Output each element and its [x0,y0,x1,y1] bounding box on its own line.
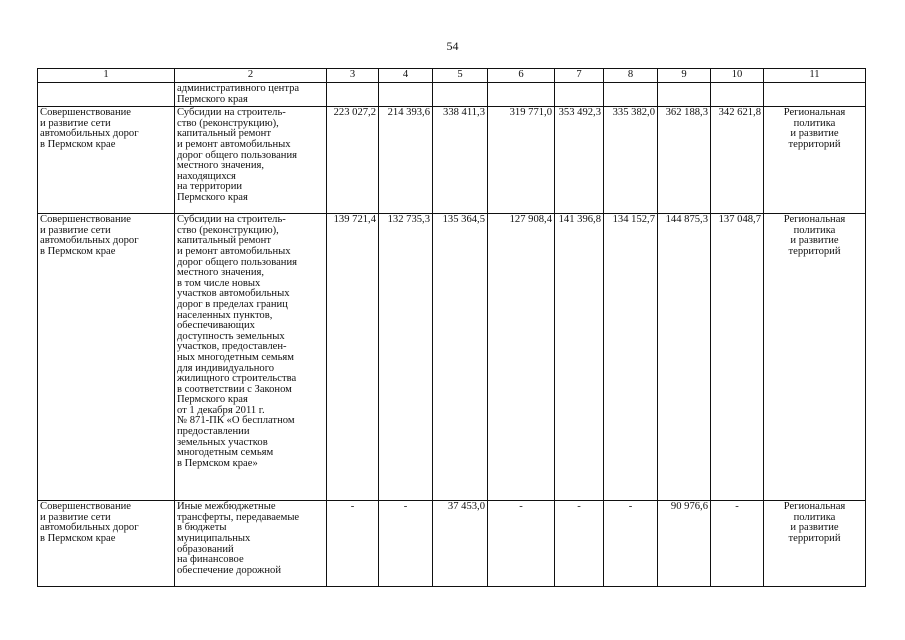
value-cell: 335 382,0 [604,107,658,214]
value-cell: 139 721,4 [327,214,379,501]
value-cell [658,83,711,107]
page-number: 54 [446,39,459,53]
value-cell: 37 453,0 [433,501,488,587]
value-cell: - [555,501,604,587]
value-cell: 141 396,8 [555,214,604,501]
column-header: 10 [711,69,764,83]
value-cell: - [488,501,555,587]
description-cell: административного центра Пермского края [175,83,327,107]
value-cell [433,83,488,107]
column-header: 1 [38,69,175,83]
value-cell: 214 393,6 [379,107,433,214]
value-cell: 223 027,2 [327,107,379,214]
program-cell: Совершенствование и развитие сети автомобильных дорог в Пермском крае [38,501,175,587]
description-cell: Иные межбюджетные трансферты, передаваемые в бюджеты муниципальных образований на финансовое обеспечение дорожной [175,501,327,587]
value-cell: 353 492,3 [555,107,604,214]
value-cell [327,83,379,107]
value-cell: - [604,501,658,587]
program-cell [38,83,175,107]
value-cell: 132 735,3 [379,214,433,501]
description-cell: Субсидии на строитель- ство (реконструкцию), капитальный ремонт и ремонт автомобильных дорог общего пользования местного значения, в том числе новых участков автомобильных дорог в пределах границ населенных пунктов, обеспечивающих доступность земельных участков, предоставлен- ных многодетным семьям для индивидуального жилищного строительства в соответствии с Законом Пермского края от 1 декабря 2011 г. № 871-ПК «О бесплатном предоставлении земельных участков многодетным семьям в Пермском крае» [175,214,327,501]
column-header: 6 [488,69,555,83]
value-cell: 319 771,0 [488,107,555,214]
value-cell [379,83,433,107]
value-cell [604,83,658,107]
value-cell: 338 411,3 [433,107,488,214]
table-row [38,107,866,214]
column-header: 11 [764,69,866,83]
responsible-cell: Региональная политика и развитие территорий [764,214,866,501]
program-cell: Совершенствование и развитие сети автомобильных дорог в Пермском крае [38,214,175,501]
column-header-row [38,69,866,83]
value-cell: 90 976,6 [658,501,711,587]
program-cell: Совершенствование и развитие сети автомобильных дорог в Пермском крае [38,107,175,214]
column-header: 8 [604,69,658,83]
value-cell: - [327,501,379,587]
value-cell: - [379,501,433,587]
budget-table [37,68,866,587]
column-header: 7 [555,69,604,83]
value-cell: 144 875,3 [658,214,711,501]
column-header: 5 [433,69,488,83]
value-cell: 342 621,8 [711,107,764,214]
column-header: 2 [175,69,327,83]
value-cell: - [711,501,764,587]
description-cell: Субсидии на строитель- ство (реконструкцию), капитальный ремонт и ремонт автомобильных дорог общего пользования местного значения, находящихся на территории Пермского края [175,107,327,214]
value-cell: 134 152,7 [604,214,658,501]
responsible-cell: Региональная политика и развитие территорий [764,501,866,587]
value-cell: 362 188,3 [658,107,711,214]
column-header: 4 [379,69,433,83]
value-cell: 127 908,4 [488,214,555,501]
value-cell: 137 048,7 [711,214,764,501]
table-row [38,214,866,501]
value-cell [488,83,555,107]
table-row [38,501,866,587]
column-header: 3 [327,69,379,83]
value-cell [711,83,764,107]
value-cell [555,83,604,107]
value-cell: 135 364,5 [433,214,488,501]
column-header: 9 [658,69,711,83]
table-row [38,83,866,107]
responsible-cell: Региональная политика и развитие территорий [764,107,866,214]
responsible-cell [764,83,866,107]
